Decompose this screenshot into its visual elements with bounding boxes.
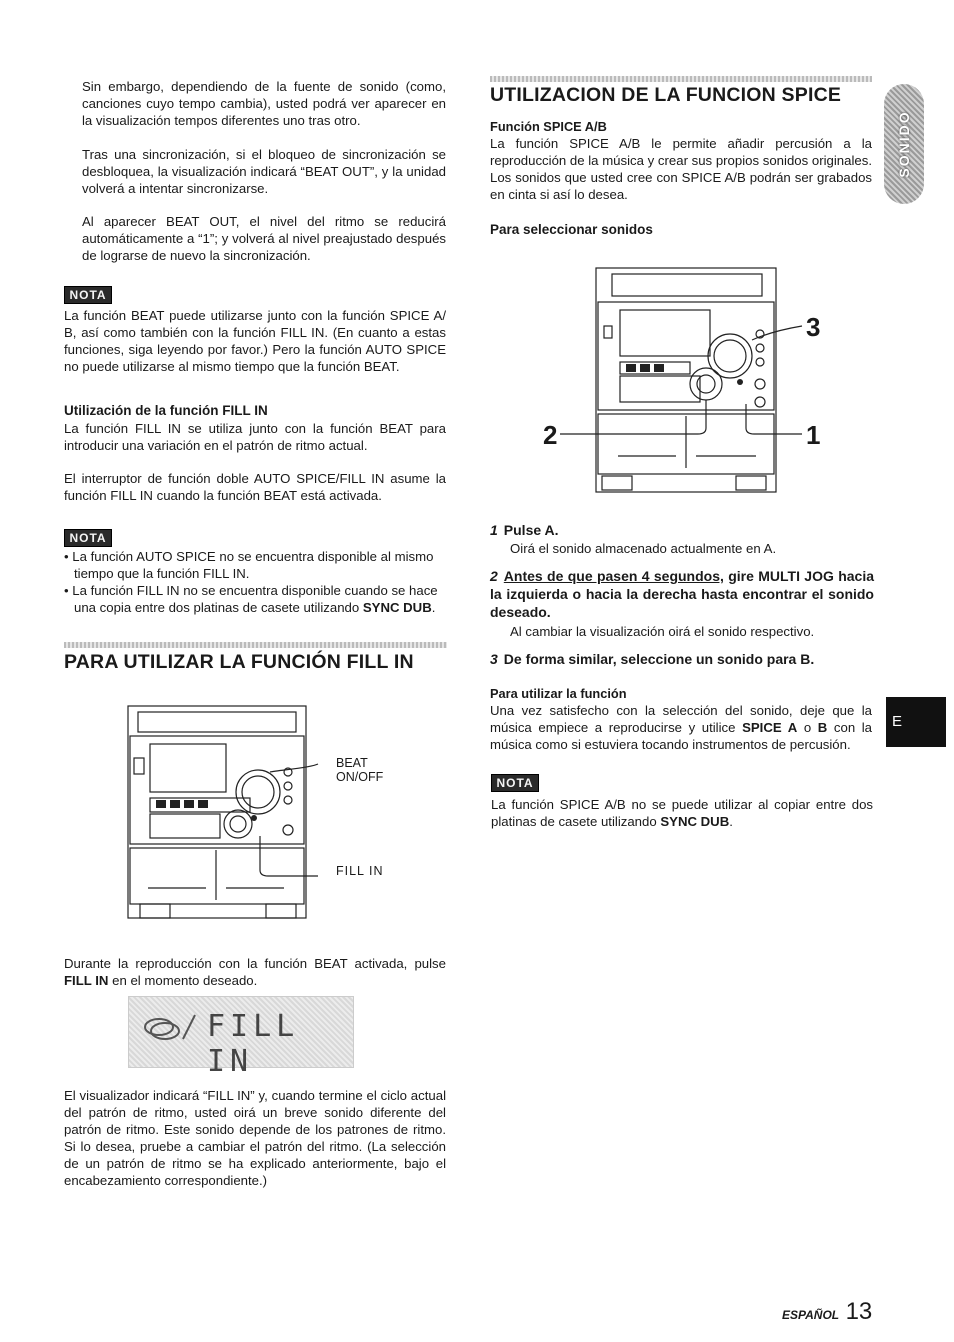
nota-1-text: La función BEAT puede utilizarse junto con la función SPICE A/ B, así como también con la función FILL IN. (En cuanto a estas funciones, siga leyendo por favor.) Pero la función AUTO SPICE no puede utilizarse al mismo tiempo que la función BEAT. — [64, 308, 446, 374]
page-number: 13 — [845, 1298, 873, 1325]
callout-3: 3 — [806, 312, 821, 342]
label-beat-on-off: BEAT ON/OFF — [336, 756, 384, 784]
nota-2-bullet-1: • La función AUTO SPICE no se encuentra disponible al mismo tiempo que la función FILL IN. — [64, 549, 434, 581]
paragraph-during-playback: Durante la reproducción con la función BEAT activada, pulse FILL IN en el momento deseado. — [64, 956, 446, 988]
display-swirl-icon — [139, 1009, 199, 1049]
display-fill-in — [128, 996, 354, 1079]
footer-language: ESPAÑOL — [782, 1308, 840, 1322]
section-title-spice: UTILIZACION DE LA FUNCION SPICE — [490, 84, 842, 106]
fill-in-paragraph-2: El interruptor de función doble AUTO SPICE/FILL IN asume la función FILL IN cuando la función BEAT está activada. — [64, 471, 446, 503]
use-function-paragraph: Una vez satisfecho con la selección del sonido, deje que la música empiece a reproducirse y utilice SPICE A o B con la música como si estuviera tocando instrumentos de percusión. — [490, 703, 873, 752]
display-fill-in-text: FILL IN — [207, 1009, 300, 1079]
nota-badge-2: NOTA — [64, 529, 112, 547]
side-tab-sonido: SONIDO — [884, 84, 924, 204]
callout-2: 2 — [543, 420, 558, 450]
step-1-text: Oirá el sonido almacenado actualmente en A. — [510, 541, 777, 556]
language-tab-e: E — [886, 697, 946, 747]
paragraph-sync-unlock: Tras una sincronización, si el bloqueo de sincronización se desbloquea, la visualización indicará “BEAT OUT”, y la unidad volverá a intentar sincronizarse. — [82, 147, 446, 196]
select-sounds-heading: Para seleccionar sonidos — [490, 222, 653, 237]
step-3-title: 3 De forma similar, seleccione un sonido para B. — [490, 651, 815, 667]
use-function-heading: Para utilizar la función — [490, 686, 627, 701]
paragraph-tempo: Sin embargo, dependiendo de la fuente de sonido (como, canciones cuyo tempo cambia), usted podrá ver aparecer en la visualización tempos diferentes uno tras otro. — [82, 79, 446, 128]
section-rule-right — [490, 76, 872, 82]
stereo-illustration-spice — [540, 262, 840, 498]
callout-1: 1 — [806, 420, 821, 450]
paragraph-display-indicates: El visualizador indicará “FILL IN” y, cuando termine el ciclo actual del patrón de ritmo, usted oirá un breve sonido diferente del patrón de ritmo. Este sonido depende de los patrones de ritmo. Si lo desea, pruebe a cambiar el patrón del ritmo. (La selección de un patrón de ritmo se ha explicado anteriormente, bajo el encabezamiento correspondiente.) — [64, 1088, 446, 1188]
stereo-illustration-fill-in — [120, 700, 400, 932]
nota-badge-1: NOTA — [64, 286, 112, 304]
section-rule-left — [64, 642, 447, 648]
step-2-text: Al cambiar la visualización oirá el sonido respectivo. — [510, 624, 815, 639]
fill-in-heading: Utilización de la función FILL IN — [64, 403, 268, 418]
spice-heading: Función SPICE A/B — [490, 119, 607, 134]
nota-2-bullet-2: • La función FILL IN no se encuentra disponible cuando se hace una copia entre dos platinas de casete utilizando SYNC DUB. — [64, 583, 438, 615]
section-title-fill-in: PARA UTILIZAR LA FUNCIÓN FILL IN — [64, 651, 414, 673]
spice-paragraph: La función SPICE A/B le permite añadir percusión a la reproducción de la música y crear sus propios sonidos originales. Los sonidos que usted cree con SPICE A/B podrán ser grabados en cinta si así lo desea. — [490, 136, 872, 202]
nota-2-list — [64, 548, 448, 616]
nota-badge-3: NOTA — [491, 774, 539, 792]
step-1-title: 1 Pulse A. — [490, 522, 559, 538]
nota-3-text: La función SPICE A/B no se puede utilizar al copiar entre dos platinas de casete utilizando SYNC DUB. — [491, 797, 873, 829]
fill-in-paragraph-1: La función FILL IN se utiliza junto con la función BEAT para introducir una variación en el patrón de ritmo actual. — [64, 421, 446, 453]
step-2-title: 2 Antes de que pasen 4 segundos, gire MULTI JOG hacia la izquierda o hacia la derecha hasta encontrar el sonido deseado. — [490, 568, 874, 620]
label-fill-in: FILL IN — [336, 864, 384, 878]
paragraph-beat-out: Al aparecer BEAT OUT, el nivel del ritmo se reducirá automáticamente a “1”; y volverá al nivel preajustado después de lograrse de nuevo la sincronización. — [82, 214, 446, 263]
page-footer — [782, 1298, 872, 1326]
